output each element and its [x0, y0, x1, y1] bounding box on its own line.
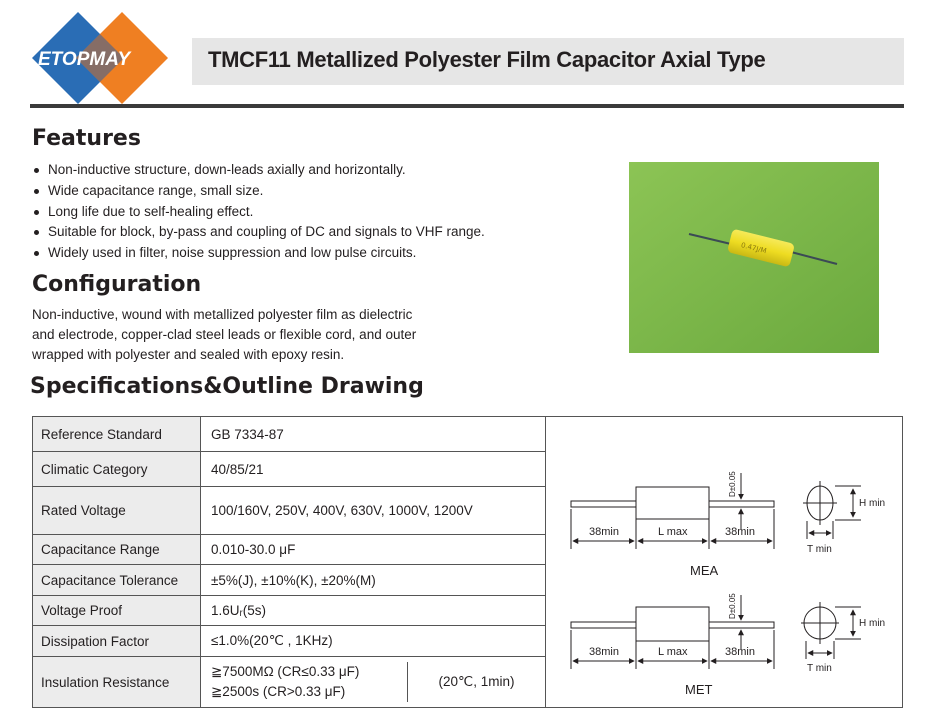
configuration-heading: Configuration — [32, 272, 202, 297]
spec-value: 40/85/21 — [201, 452, 546, 487]
met-label: MET — [685, 682, 713, 697]
spec-value: 100/160V, 250V, 400V, 630V, 1000V, 1200V — [201, 487, 546, 535]
spec-label: Voltage Proof — [33, 596, 201, 626]
met-thickness: T min — [807, 663, 832, 674]
spec-value: 0.010-30.0 μF — [201, 535, 546, 565]
feature-item: Long life due to self-healing effect. — [32, 202, 485, 223]
mea-height: H min — [859, 498, 886, 509]
spec-label: Climatic Category — [33, 452, 201, 487]
mea-lead-diameter: D±0.05 — [728, 471, 737, 497]
insulation-condition: (20℃, 1min) — [438, 674, 515, 689]
mea-label: MEA — [690, 563, 719, 578]
feature-item: Suitable for block, by-pass and coupling of DC and signals to VHF range. — [32, 222, 485, 243]
configuration-line: Non-inductive, wound with metallized polyester film as dielectric — [32, 307, 413, 322]
insulation-line: ≧2500s (CR>0.33 μF) — [211, 684, 346, 699]
spec-value: GB 7334-87 — [201, 417, 546, 452]
spec-label: Insulation Resistance — [33, 657, 201, 708]
spec-value: ±5%(J), ±10%(K), ±20%(M) — [201, 565, 546, 596]
insulation-line: ≧7500MΩ (CR≤0.33 μF) — [211, 664, 360, 679]
met-end-view — [801, 602, 861, 659]
logo-text: ETOPMAY — [38, 49, 131, 70]
mea-lead-length: 38min — [589, 526, 619, 538]
met-lead-length-right: 38min — [725, 646, 755, 658]
table-row — [33, 565, 546, 596]
spec-label: Capacitance Range — [33, 535, 201, 565]
configuration-line: wrapped with polyester and sealed with epoxy resin. — [32, 347, 345, 362]
spec-label: Dissipation Factor — [33, 626, 201, 657]
capacitor-photo — [629, 162, 879, 353]
feature-item: Non-inductive structure, down-leads axially and horizontally. — [32, 160, 485, 181]
mea-body-length: L max — [658, 526, 688, 538]
mea-end-view — [803, 481, 861, 539]
feature-item: Wide capacitance range, small size. — [32, 181, 485, 202]
spec-value: 1.6Uᵣ(5s) — [201, 596, 546, 626]
spec-label: Rated Voltage — [33, 487, 201, 535]
mea-thickness: T min — [807, 544, 832, 555]
met-lead-length: 38min — [589, 646, 619, 658]
spec-label: Reference Standard — [33, 417, 201, 452]
feature-item: Widely used in filter, noise suppression and low pulse circuits. — [32, 243, 485, 264]
features-list — [32, 160, 485, 264]
met-height: H min — [859, 618, 886, 629]
insulation-inner-table — [201, 662, 545, 702]
table-row — [33, 487, 546, 535]
table-row — [33, 417, 546, 452]
table-row — [33, 535, 546, 565]
configuration-text — [32, 305, 492, 365]
capacitor-marking: 0.47J/M — [740, 241, 768, 256]
page-title: TMCF11 Metallized Polyester Film Capacitor Axial Type — [208, 47, 766, 72]
table-row — [33, 452, 546, 487]
features-heading: Features — [32, 126, 141, 151]
mea-lead-length-right: 38min — [725, 526, 755, 538]
table-row — [33, 657, 546, 708]
configuration-line: and electrode, copper-clad steel leads or flexible cord, and outer — [32, 327, 417, 342]
spec-table — [32, 416, 546, 708]
spec-value: ≤1.0%(20℃ , 1KHz) — [201, 626, 546, 657]
met-body-length: L max — [658, 646, 688, 658]
header-rule — [30, 104, 904, 108]
met-lead-diameter: D±0.05 — [728, 593, 737, 619]
insulation-value-cell — [201, 657, 546, 708]
etopmay-logo — [30, 10, 170, 106]
table-row — [33, 626, 546, 657]
specifications-heading: Specifications&Outline Drawing — [30, 374, 424, 399]
outline-drawing — [545, 417, 902, 707]
insulation-values — [201, 662, 408, 702]
spec-label: Capacitance Tolerance — [33, 565, 201, 596]
table-row — [33, 596, 546, 626]
